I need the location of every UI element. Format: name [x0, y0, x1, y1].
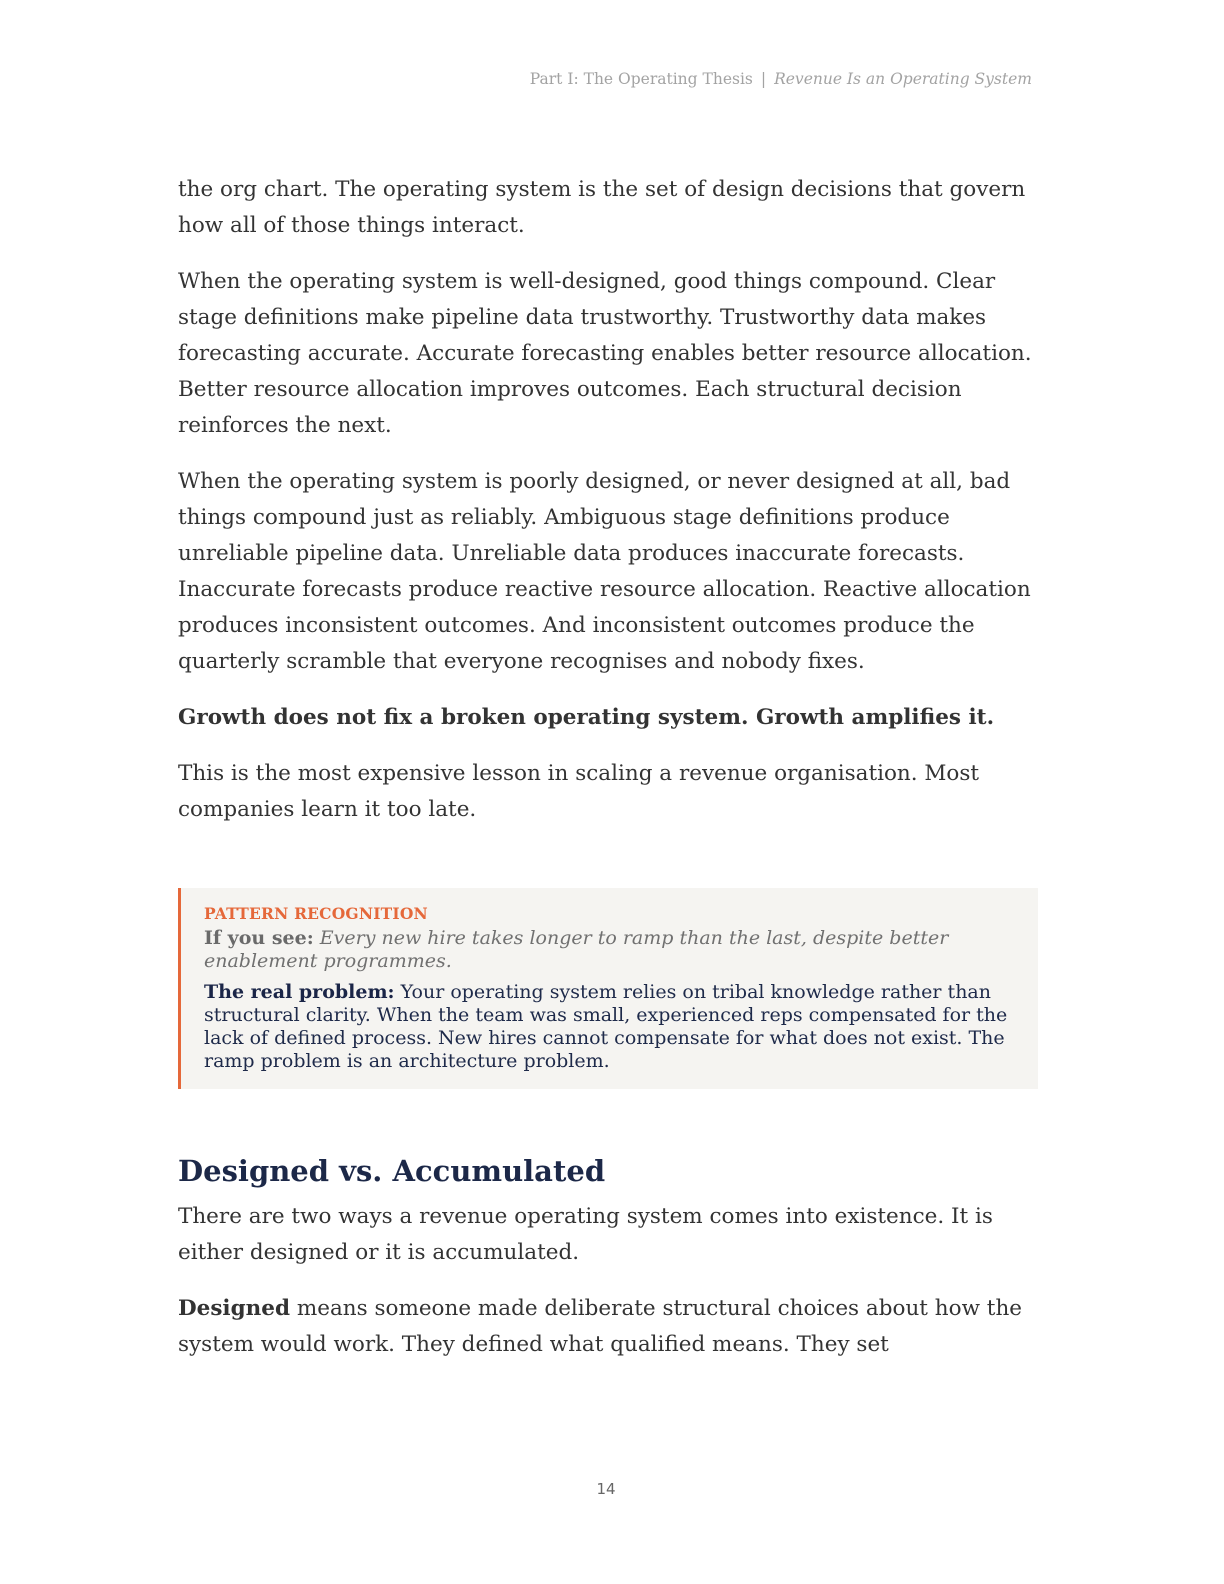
callout-see-text: Every new hire takes longer to ramp than the last, despite better enablement programmes. — [204, 927, 949, 972]
designed-term: Designed — [178, 1296, 290, 1321]
header-part: Part I: The Operating Thesis — [529, 70, 753, 88]
header-separator: | — [760, 70, 767, 88]
section-designed-paragraph — [178, 1291, 1038, 1363]
paragraph-lesson: This is the most expensive lesson in scaling a revenue organisation. Most companies learn it too late. — [178, 761, 980, 822]
section-intro: There are two ways a revenue operating system comes into existence. It is either designed or it is accumulated. — [178, 1204, 993, 1265]
callout-problem-text: Your operating system relies on tribal knowledge rather than structural clarity. When the team was small, experienced reps compensated for the lack of defined process. New hires cannot compensate for what does not exist. The ramp problem is an architecture problem. — [204, 981, 1008, 1072]
paragraph-well-designed: When the operating system is well-designed, good things compound. Clear stage definitions make pipeline data trustworthy. Trustworthy data makes forecasting accurate. Accurate forecasting enables better resource allocation. Better resource allocation improves outcomes. Each structural decision reinforces the next. — [178, 269, 1032, 438]
section-heading: Designed vs. Accumulated — [178, 1154, 606, 1188]
running-header — [530, 70, 1032, 88]
pattern-recognition-callout — [178, 888, 1038, 1089]
callout-problem-label: The real problem: — [204, 981, 395, 1003]
paragraph-poorly-designed: When the operating system is poorly designed, or never designed at all, bad things compound just as reliably. Ambiguous stage definitions produce unreliable pipeline data. Unreliable data produces inaccurate forecasts. Inaccurate forecasts produce reactive resource allocation. Reactive allocation produces inconsistent outcomes. And inconsistent outcomes produce the quarterly scramble that everyone recognises and nobody fixes. — [178, 469, 1031, 674]
callout-label: PATTERN RECOGNITION — [204, 904, 428, 923]
designed-text: means someone made deliberate structural choices about how the system would work. They defined what qualified means. They set — [178, 1296, 1023, 1357]
callout-symptom — [204, 927, 1014, 973]
callout-diagnosis — [204, 981, 1014, 1073]
paragraph-key-statement: Growth does not fix a broken operating system. Growth amplifies it. — [178, 705, 995, 730]
callout-see-label: If you see: — [204, 927, 314, 949]
page-content — [178, 172, 1038, 1383]
page-number: 14 — [596, 1480, 616, 1498]
paragraph-continued: the org chart. The operating system is the set of design decisions that govern how all of those things interact. — [178, 177, 1026, 238]
header-book-title: Revenue Is an Operating System — [774, 70, 1032, 88]
